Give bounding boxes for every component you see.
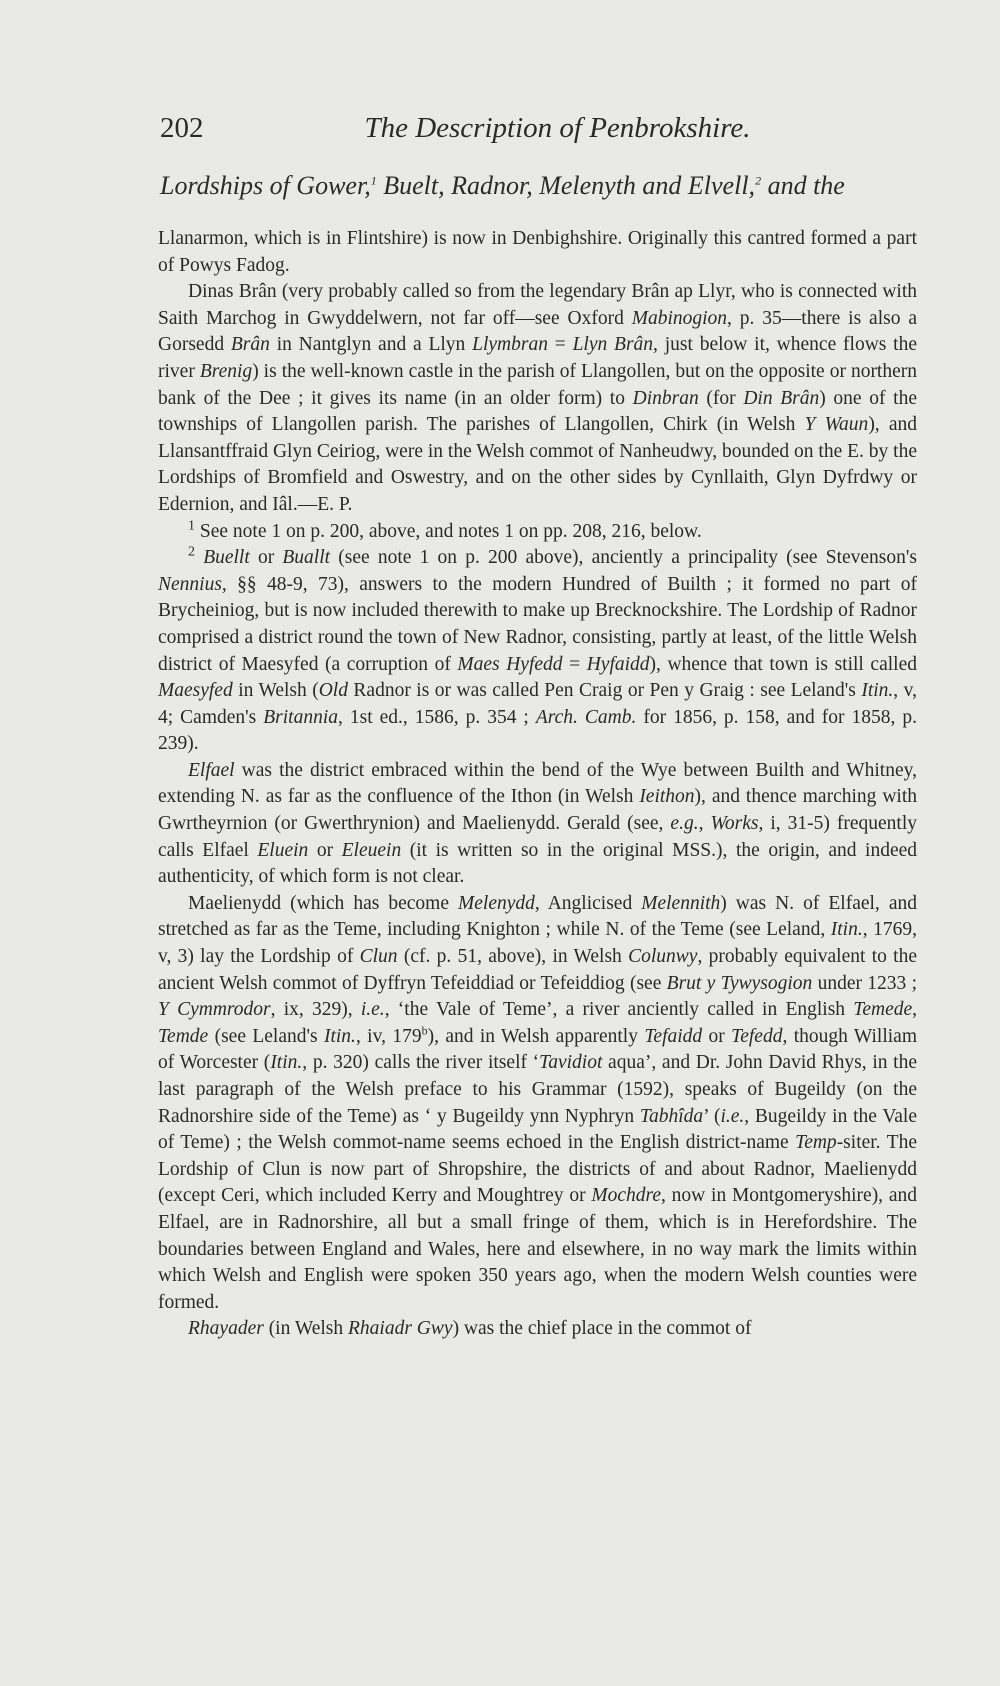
page-number: 202 — [160, 112, 204, 144]
paragraph: Llanarmon, which is in Flintshire) is now in Denbighshire. Originally this cantred formed a part of Powys Fadog. — [158, 228, 917, 276]
running-title: The Description of Penbrokshire. — [364, 112, 751, 144]
section-subtitle: Lordships of Gower,$^1$ Buelt, Radnor, Melenyth and Elvell,$^2$ and the — [160, 171, 845, 200]
paragraph: Rhayader (in Welsh Rhaiadr Gwy) was the chief place in the commot of — [188, 1318, 752, 1340]
paragraph: Elfael was the district embraced within the bend of the Wye between Builth and Whitney, extending N. as far as the confluence of the Ithon (in Welsh Ieithon), and thence marching with Gwrtheyrnion (or Gwerthrynion) and Maelienydd. Gerald (see, e.g., Works, i, 31-5) frequently calls Elfael Eluein or Eleuein (it is written so in the original MSS.), the origin, and indeed authenticity, of which form is not clear. — [158, 759, 917, 888]
paragraph: $^2$ Buellt or Buallt (see note 1 on p. 200 above), anciently a principality (see Stevenson's Nennius, §§ 48-9, 73), answers to the modern Hundred of Builth ; it formed no part of Brycheiniog, but is now included therewith to make up Brecknockshire. The Lordship of Radnor comprised a district round the town of New Radnor, consisting, partly at least, of the little Welsh district of Maesyfed (a corruption of Maes Hyfedd = Hyfaidd), whence that town is still called Maesyfed in Welsh (Old Radnor is or was called Pen Craig or Pen y Graig : see Leland's Itin., v, 4; Camden's Britannia, 1st ed., 1586, p. 354 ; Arch. Camb. for 1856, p. 158, and for 1858, p. 239). — [158, 544, 918, 755]
running-header — [160, 108, 915, 148]
body-text — [158, 226, 917, 1343]
paragraph: Maelienydd (which has become Melenydd, Anglicised Melennith) was N. of Elfael, and stretched as far as the Teme, including Knighton ; while N. of the Teme (see Leland, Itin., 1769, v, 3) lay the Lordship of Clun (cf. p. 51, above), in Welsh Colunwy, probably equivalent to the ancient Welsh commot of Dyffryn Tefeiddiad or Tefeiddiog (see Brut y Tywysogion under 1233 ; Y Cymmrodor, ix, 329), i.e., ‘the Vale of Teme’, a river anciently called in English Temede, Temde (see Leland's Itin., iv, 179$^b$), and in Welsh apparently Tefaidd or Tefedd, though William of Worcester (Itin., p. 320) calls the river itself ‘Tavidiot aqua’, and Dr. John David Rhys, in the last paragraph of the Welsh preface to his Grammar (1592), speaks of Bugeildy (on the Radnorshire side of the Teme) as ‘ y Bugeildy ynn Nyphryn Tabhîda’ (i.e., Bugeildy in the Vale of Teme) ; the Welsh commot-name seems echoed in the English district-name Temp-siter. The Lordship of Clun is now part of Shropshire, the districts of and about Radnor, Maelienydd (except Ceri, which included Kerry and Moughtrey or Mochdre, now in Montgomeryshire), and Elfael, are in Radnorshire, all but a small fringe of them, which is in Herefordshire. The boundaries between England and Wales, here and elsewhere, in no way mark the limits within which Welsh and English were spoken 350 years ago, when the modern Welsh counties were formed. — [158, 892, 918, 1313]
paragraph: $^1$ See note 1 on p. 200, above, and notes 1 on pp. 208, 216, below. — [188, 518, 702, 542]
paragraph: Dinas Brân (very probably called so from the legendary Brân ap Llyr, who is connected with Saith Marchog in Gwyddelwern, not far off—see Oxford Mabinogion, p. 35—there is also a Gorsedd Brân in Nantglyn and a Llyn Llymbran = Llyn Brân, just below it, whence flows the river Brenig) is the well-known castle in the parish of Llangollen, but on the opposite or northern bank of the Dee ; it gives its name (in an older form) to Dinbran (for Din Brân) one of the townships of Llangollen parish. The parishes of Llangollen, Chirk (in Welsh Y Waun), and Llansantffraid Glyn Ceiriog, were in the Welsh commot of Nanheudwy, bounded on the E. by the Lordships of Bromfield and Oswestry, and on the other sides by Cynllaith, Glyn Dyfrdwy or Edernion, and Iâl.—E. P. — [158, 281, 917, 515]
